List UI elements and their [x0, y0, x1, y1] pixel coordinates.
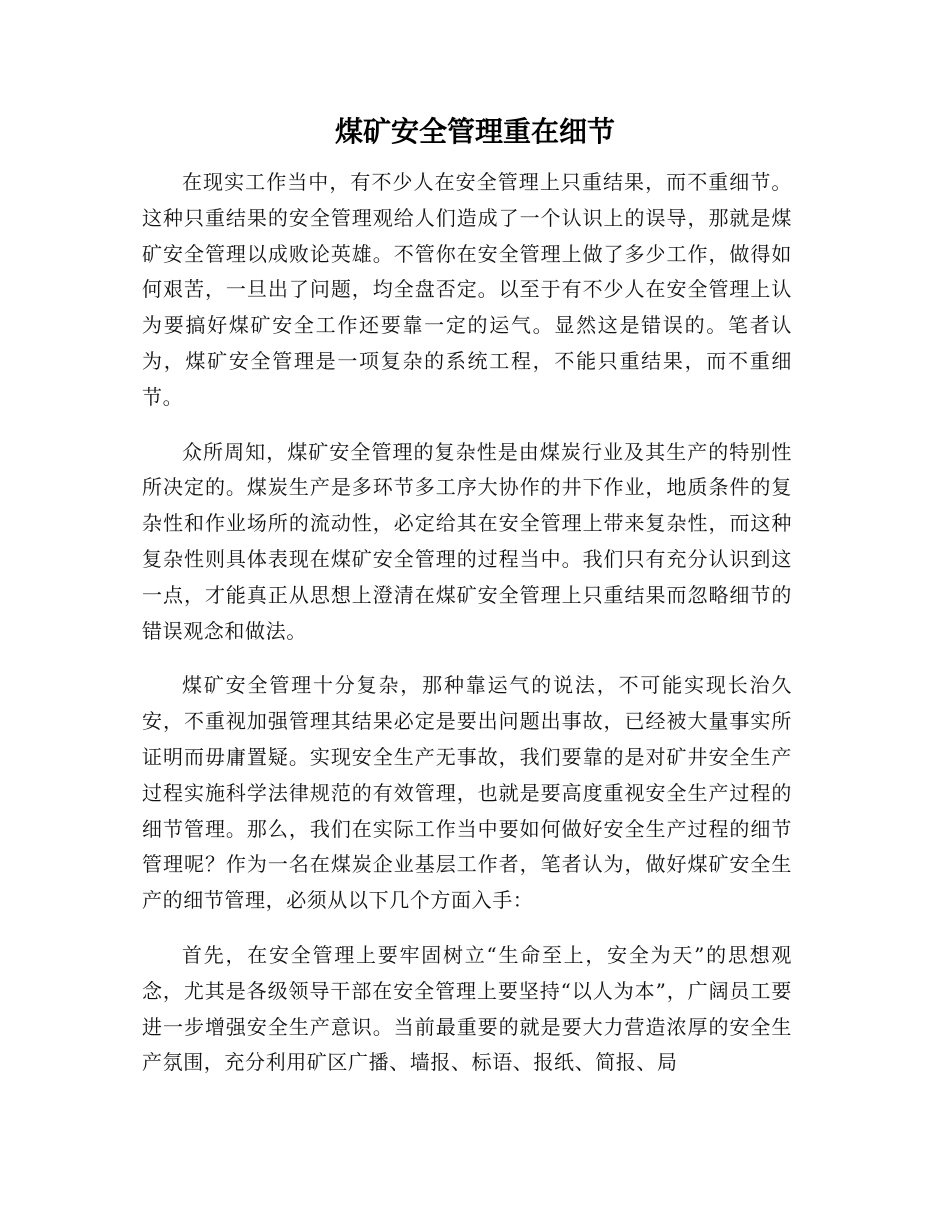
paragraph-1: 在现实工作当中，有不少人在安全管理上只重结果，而不重细节。这种只重结果的安全管理观给人们造成了一个认识上的误导，那就是煤矿安全管理以成败论英雄。不管你在安全管理上做了多少工作，做得如何艰苦，一旦出了问题，均全盘否定。以至于有不少人在安全管理上认为要搞好煤矿安全工作还要靠一定的运气。显然这是错误的。笔者认为，煤矿安全管理是一项复杂的系统工程，不能只重结果，而不重细节。 — [142, 170, 792, 409]
paragraph-4: 首先，在安全管理上要牢固树立“生命至上，安全为天”的思想观念，尤其是各级领导干部在安全管理上要坚持“以人为本”，广阔员工要进一步增强安全生产意识。当前最重要的就是要大力营造浓厚的安全生产氛围，充分利用矿区广播、墙报、标语、报纸、简报、局 — [142, 942, 792, 1075]
document-title: 煤矿安全管理重在细节 — [334, 115, 615, 148]
paragraph-2: 众所周知，煤矿安全管理的复杂性是由煤炭行业及其生产的特别性所决定的。煤炭生产是多环节多工序大协作的井下作业，地质条件的复杂性和作业场所的流动性，必定给其在安全管理上带来复杂性，而这种复杂性则具体表现在煤矿安全管理的过程当中。我们只有充分认识到这一点，才能真正从思想上澄清在煤矿安全管理上只重结果而忽略细节的错误观念和做法。 — [142, 439, 792, 643]
paragraph-3: 煤矿安全管理十分复杂，那种靠运气的说法，不可能实现长治久安，不重视加强管理其结果必定是要出问题出事故，已经被大量事实所证明而毋庸置疑。实现安全生产无事故，我们要靠的是对矿井安全生产过程实施科学法律规范的有效管理，也就是要高度重视安全生产过程的细节管理。那么，我们在实际工作当中要如何做好安全生产过程的细节管理呢？作为一名在煤炭企业基层工作者，笔者认为，做好煤矿安全生产的细节管理，必须从以下几个方面入手： — [142, 673, 792, 913]
document-body — [142, 165, 792, 1081]
